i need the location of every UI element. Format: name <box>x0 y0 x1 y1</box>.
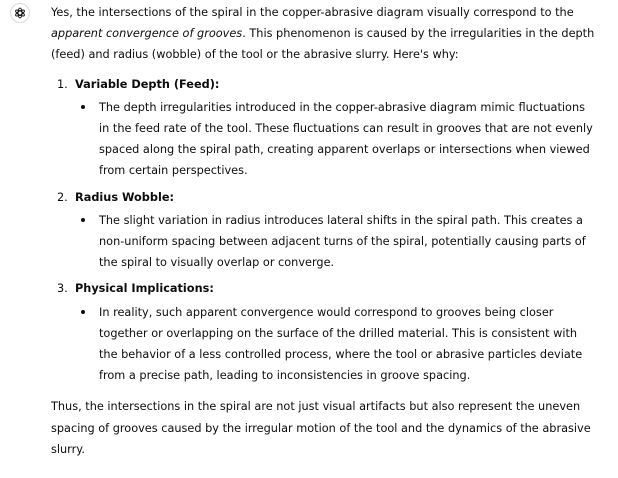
conclusion-paragraph: Thus, the intersections in the spiral are not just visual artifacts but also represent the uneven spacing of grooves caused by the irregular motion of the tool and the dynamics of the abrasive slurry. <box>51 400 591 456</box>
list-number: 2. <box>57 190 68 204</box>
assistant-avatar <box>10 3 30 23</box>
sub-list <box>75 302 596 387</box>
point-title: Variable Depth (Feed): <box>75 77 220 91</box>
list-item <box>51 187 596 274</box>
sub-list <box>75 97 596 182</box>
list-item <box>51 74 596 182</box>
bullet-text: The slight variation in radius introduces lateral shifts in the spiral path. This creates a non-uniform spacing between adjacent turns of the spiral, potentially causing parts of the spiral to visually overlap or converge. <box>75 210 596 274</box>
intro-text-end: . This phenomenon is caused by the irregularities in the depth (feed) and radius (wobble) of the tool or the abrasive slurry. Here's why: <box>51 27 595 62</box>
intro-paragraph <box>51 2 596 66</box>
openai-logo-icon <box>13 6 27 20</box>
bullet-text: The depth irregularities introduced in the copper-abrasive diagram mimic fluctuations in the feed rate of the tool. These fluctuations can result in grooves that are not evenly spaced along the spiral path, creating apparent overlaps or intersections when viewed from certain perspectives. <box>75 97 596 182</box>
point-title: Radius Wobble: <box>75 190 175 204</box>
assistant-message <box>51 2 596 460</box>
intro-text-start: Yes, the intersections of the spiral in the copper-abrasive diagram visually correspond to the <box>51 6 574 19</box>
bullet-text: In reality, such apparent convergence would correspond to grooves being closer together or overlapping on the surface of the drilled material. This is consistent with the behavior of a less controlled process, where the tool or abrasive particles deviate from a precise path, leading to inconsistencies in groove spacing. <box>75 302 596 387</box>
sub-list <box>75 210 596 274</box>
list-number: 3. <box>57 282 68 296</box>
list-number: 1. <box>57 77 68 91</box>
explanation-list <box>51 74 596 387</box>
intro-emphasis: apparent convergence of grooves <box>51 27 243 41</box>
point-title: Physical Implications: <box>75 282 214 296</box>
list-item <box>51 278 596 386</box>
